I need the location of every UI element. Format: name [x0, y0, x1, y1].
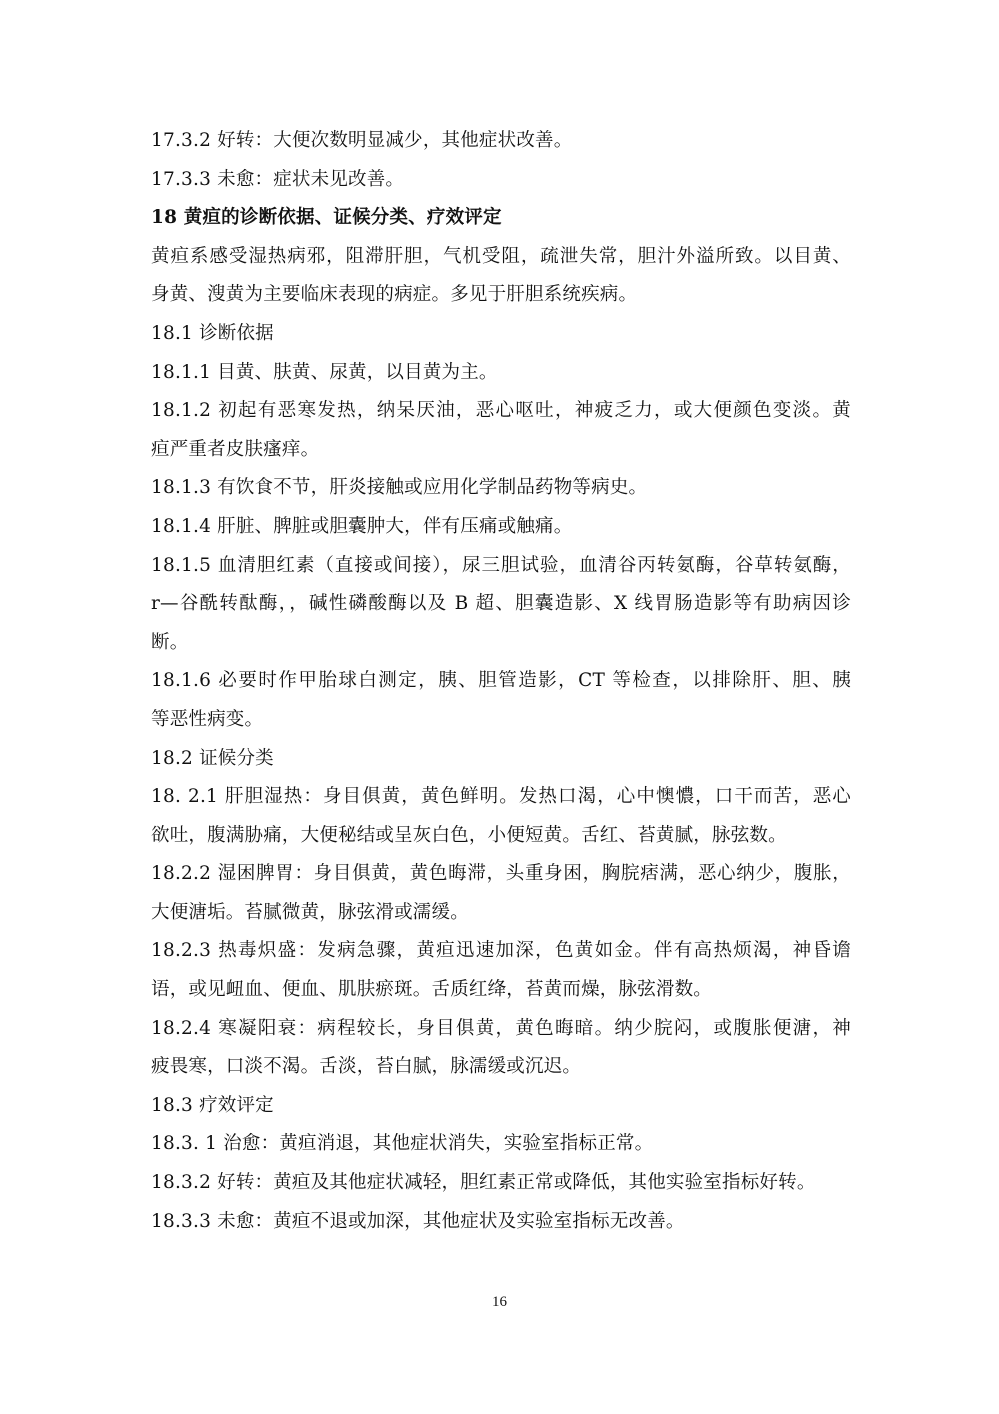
text-line: 疸严重者皮肤瘙痒。 [151, 438, 320, 460]
text-line: 等恶性病变。 [151, 708, 264, 730]
text-line: 18.1.2 初起有恶寒发热，纳呆厌油，恶心呕吐，神疲乏力，或大便颜色变淡。黄 [151, 400, 851, 422]
text-line: 身黄、溲黄为主要临床表现的病症。多见于肝胆系统疾病。 [151, 284, 638, 306]
page-number: 16 [492, 1294, 507, 1310]
text-line: 疲畏寒，口淡不渴。舌淡，苔白腻，脉濡缓或沉迟。 [151, 1056, 582, 1078]
text-line: 欲吐，腹满胁痛，大便秘结或呈灰白色，小便短黄。舌红、苔黄腻，脉弦数。 [151, 824, 787, 846]
text-line: 黄疸系感受湿热病邪，阻滞肝胆，气机受阻，疏泄失常，胆汁外溢所致。以目黄、 [151, 245, 851, 267]
text-line: 18.3.3 未愈：黄疸不退或加深，其他症状及实验室指标无改善。 [151, 1210, 685, 1232]
text-line: 18.1.6 必要时作甲胎球白测定，胰、胆管造影，CT 等检查，以排除肝、胆、胰 [151, 670, 851, 692]
text-line: r—谷酰转酞酶，，碱性磷酸酶以及 B 超、胆囊造影、X 线胃肠造影等有助病因诊 [151, 593, 851, 615]
text-line: 18.2.3 热毒炽盛：发病急骤，黄疸迅速加深，色黄如金。伴有高热烦渴，神昏谵 [151, 940, 851, 962]
text-line: 17.3.3 未愈：症状未见改善。 [151, 168, 405, 190]
subsection-heading: 18.2 证候分类 [151, 747, 274, 769]
text-line: 18.1.3 有饮食不节，肝炎接触或应用化学制品药物等病史。 [151, 477, 648, 499]
text-line: 断。 [151, 631, 189, 653]
text-line: 18.1.4 肝脏、脾脏或胆囊肿大，伴有压痛或触痛。 [151, 515, 573, 537]
subsection-heading: 18.1 诊断依据 [151, 322, 274, 344]
text-line: 18. 2.1 肝胆湿热：身目俱黄，黄色鲜明。发热口渴，心中懊憹，口干而苦，恶心 [151, 786, 851, 808]
text-line: 18.2.4 寒凝阳衰：病程较长，身目俱黄，黄色晦暗。纳少脘闷，或腹胀便溏，神 [151, 1017, 851, 1039]
text-line: 17.3.2 好转：大便次数明显减少，其他症状改善。 [151, 130, 573, 151]
text-line: 大便溏垢。苔腻微黄，脉弦滑或濡缓。 [151, 901, 469, 923]
section-heading: 18 黄疸的诊断依据、证候分类、疗效评定 [151, 207, 502, 229]
text-line: 18.1.5 血清胆红素（直接或间接），尿三胆试验，血清谷丙转氨酶，谷草转氨酶， [151, 554, 851, 576]
text-line: 18.1.1 目黄、肤黄、尿黄，以目黄为主。 [151, 361, 498, 383]
subsection-heading: 18.3 疗效评定 [151, 1094, 274, 1116]
document-body [151, 122, 851, 1241]
text-line: 语，或见衄血、便血、肌肤瘀斑。舌质红绛，苔黄而燥，脉弦滑数。 [151, 979, 713, 1001]
text-line: 18.3. 1 治愈：黄疸消退，其他症状消失，实验室指标正常。 [151, 1133, 654, 1155]
text-line: 18.3.2 好转：黄疸及其他症状减轻，胆红素正常或降低，其他实验室指标好转。 [151, 1172, 816, 1194]
text-line: 18.2.2 湿困脾胃：身目俱黄，黄色晦滞，头重身困，胸脘痞满，恶心纳少，腹胀， [151, 863, 851, 885]
